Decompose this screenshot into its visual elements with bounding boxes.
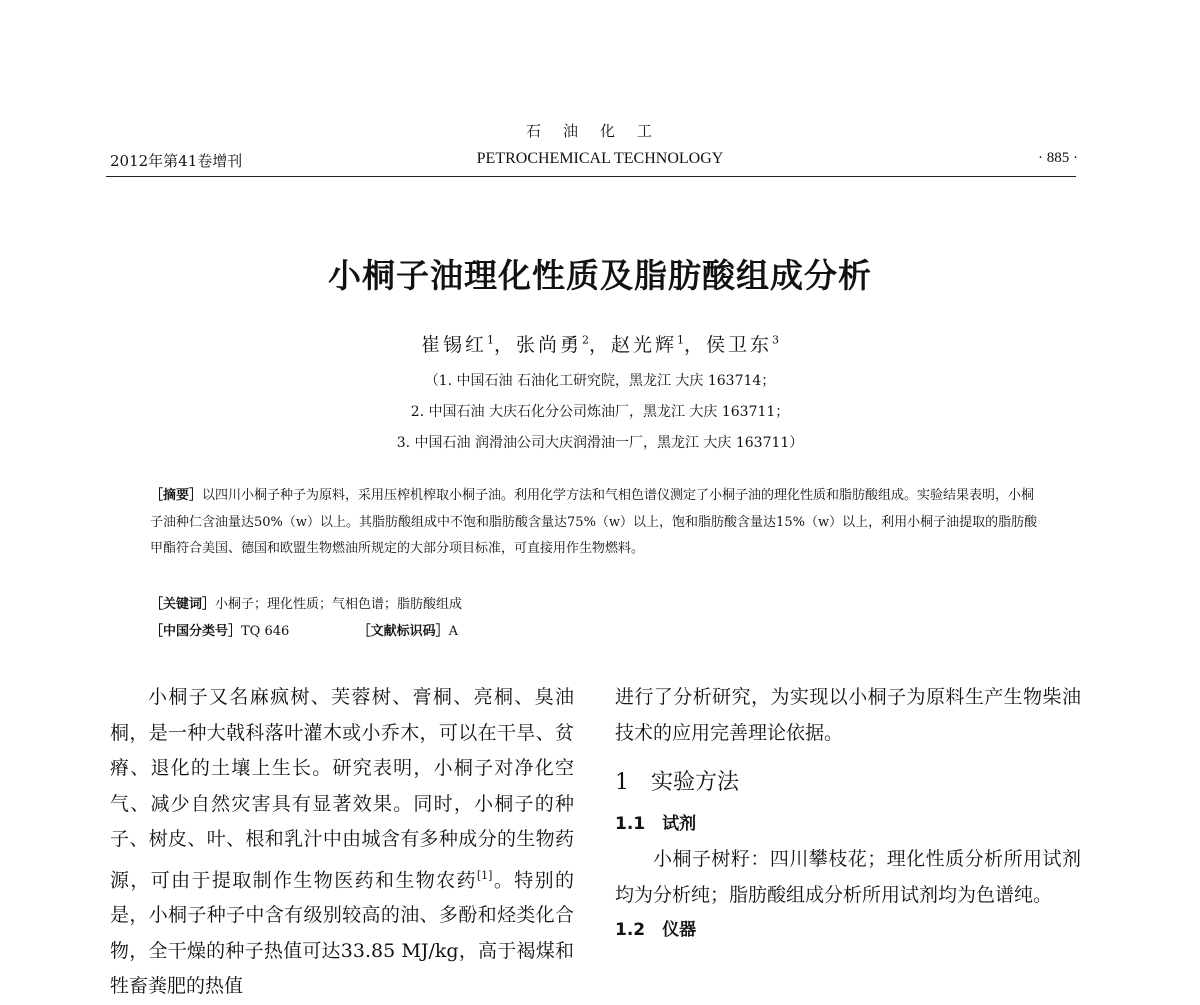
author-list: 崔锡红$^1$，张尚勇$^2$，赵光辉$^1$，侯卫东$^3$ [420, 333, 780, 356]
body-column-left [110, 680, 574, 1005]
body-paragraph [110, 680, 574, 1005]
author-affiliation-mark: 3 [772, 333, 780, 347]
issue-info: 2012年第41卷增刊 [110, 152, 243, 170]
keywords-text: 小桐子；理化性质；气相色谱；脂肪酸组成 [215, 597, 463, 612]
section-heading: 1 实验方法 [615, 770, 739, 795]
citation: [1] [476, 868, 493, 882]
affiliation: 2. 中国石油 大庆石化分公司炼油厂，黑龙江 大庆 163711； [410, 404, 790, 420]
body-paragraph: 小桐子树籽：四川攀枝花；理化性质分析所用试剂均为分析纯；脂肪酸组成分析所用试剂均为色谱纯。 [615, 848, 1081, 906]
classification-label: ［中国分类号］ [150, 624, 242, 639]
body-paragraph: 进行了分析研究，为实现以小桐子为原料生产生物柴油技术的应用完善理论依据。 [615, 686, 1081, 744]
author-affiliation-mark: 1 [677, 333, 685, 347]
subsection-heading: 1.1 试剂 [615, 813, 697, 834]
abstract [150, 483, 1040, 563]
doc-code-label: ［文献标识码］ [357, 624, 449, 639]
author-affiliation-mark: 1 [486, 333, 494, 347]
author: 崔锡红 [420, 334, 487, 356]
header-rule [106, 176, 1076, 177]
paper-title: 小桐子油理化性质及脂肪酸组成分析 [328, 256, 872, 295]
author: 赵光辉 [611, 334, 678, 356]
keywords [150, 593, 462, 612]
author: 侯卫东 [706, 334, 773, 356]
body-column-right [615, 680, 1081, 949]
journal-name-en: PETROCHEMICAL TECHNOLOGY [476, 150, 724, 167]
doc-code-value: A [448, 624, 458, 639]
abstract-text: 以四川小桐子种子为原料，采用压榨机榨取小桐子油。利用化学方法和气相色谱仪测定了小桐子油的理化性质和脂肪酸组成。实验结果表明，小桐子油种仁含油量达50%（w）以上。其脂肪酸组成中不饱和脂肪酸含量达75%（w）以上，饱和脂肪酸含量达15%（w）以上，利用小桐子油提取的脂肪酸甲酯符合美国、德国和欧盟生物燃油所规定的大部分项目标准，可直接用作生物燃料。 [150, 488, 1038, 556]
affiliation: 3. 中国石油 润滑油公司大庆润滑油一厂，黑龙江 大庆 163711） [396, 435, 804, 451]
affiliation: （1. 中国石油 石油化工研究院，黑龙江 大庆 163714； [424, 373, 776, 389]
classification-value: TQ 646 [241, 624, 290, 639]
page-number: · 885 · [1038, 150, 1078, 166]
journal-name-cn: 石油化工 [525, 122, 674, 140]
author-affiliation-mark: 2 [581, 333, 589, 347]
abstract-label: ［摘要］ [150, 488, 203, 503]
author: 张尚勇 [515, 334, 582, 356]
classification [150, 620, 458, 639]
body-text: 。特别的是，小桐子种子中含有级别较高的油、多酚和烃类化合物，全干燥的种子热值可达33.85 MJ/kg，高于褐煤和牲畜粪肥的热值 [110, 868, 574, 998]
keywords-label: ［关键词］ [150, 597, 216, 612]
subsection-heading: 1.2 仪器 [615, 920, 697, 940]
body-text: 小桐子又名麻疯树、芙蓉树、膏桐、亮桐、臭油桐，是一种大戟科落叶灌木或小乔木，可以在干旱、贫瘠、退化的土壤上生长。研究表明，小桐子对净化空气、减少自然灾害具有显著效果。同时，小桐子的种子、树皮、叶、根和乳汁中由城含有多种成分的生物药源，可由于提取制作生物医药和生物农药 [110, 686, 574, 891]
